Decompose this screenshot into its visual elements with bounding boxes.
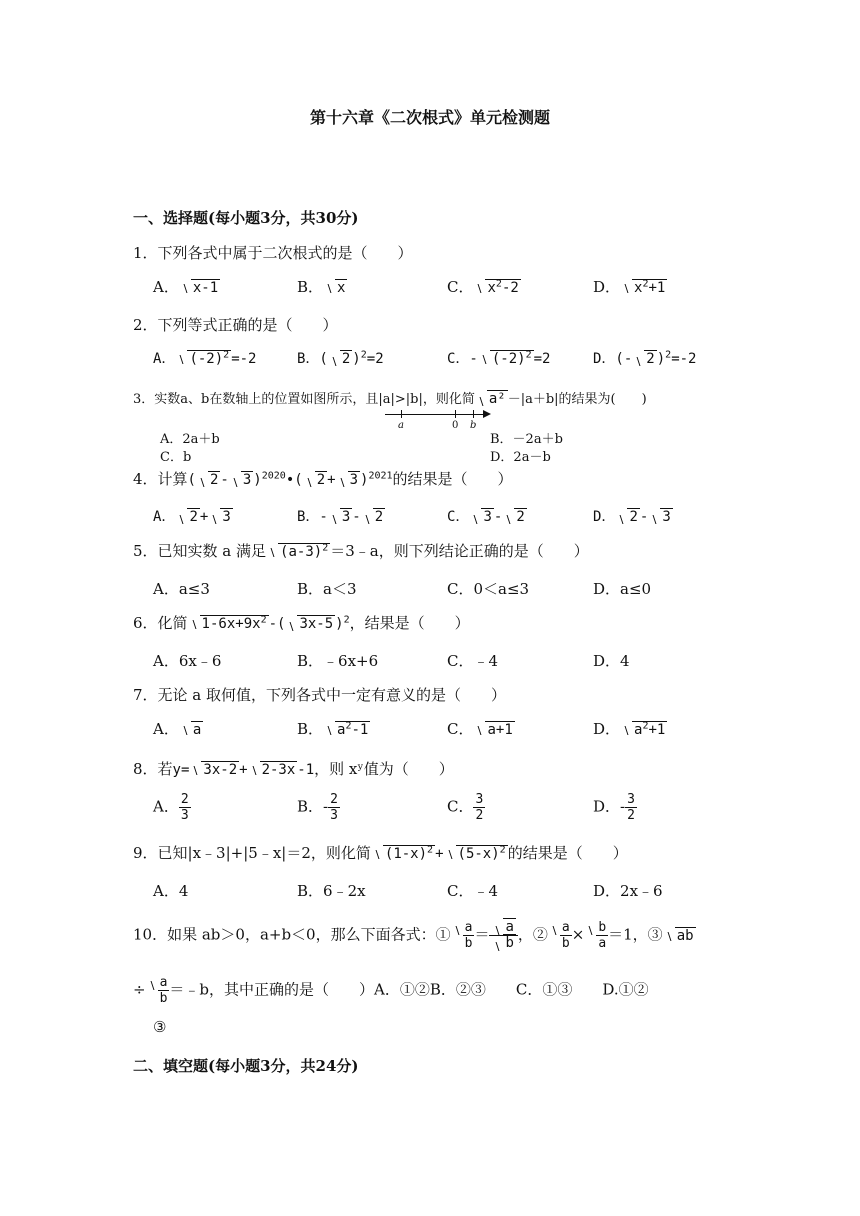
question-3-option-b: B．－2a＋b [490, 432, 563, 447]
question-1: 1．下列各式中属于二次根式的是（ ） [133, 244, 413, 262]
question-5-stem: 5．已知实数 a 满足 [133, 542, 267, 560]
question-1-options [153, 276, 713, 302]
option-c: C． 3 - 2 [447, 509, 525, 525]
question-6: 6．化简 $1-6x+9x^2$ -( 3x-5 )$^2$，结果是（ ） [133, 614, 470, 632]
option-b: B．( 2 )$^2$=2 [297, 349, 384, 367]
option-b: B．6﹣2x [297, 882, 366, 900]
question-10-line-2: ÷ $\frac{a}{b}$ ＝﹣b，其中正确的是（ ）A．①②B．②③ C．①③ D.①② [133, 975, 649, 1006]
tick-a [401, 410, 402, 418]
question-3-option-c: C．b [160, 450, 192, 465]
label-zero: 0 [452, 420, 459, 431]
question-5: 5．已知实数 a 满足 $(a-3)^2$ ＝3﹣a，则下列结论正确的是（ ） [133, 542, 589, 560]
question-8-tail: ，则 xʸ值为（ ） [314, 760, 454, 778]
option-d: D．- $\frac{3}{2}$ [593, 792, 635, 823]
option-c: C． $x^2-2$ [447, 278, 519, 296]
option-a: A． $\frac{2}{3}$ [153, 792, 189, 823]
question-3-option-d: D．2a－b [490, 450, 551, 465]
question-5-options [153, 578, 713, 604]
question-8: 8．若y= 3x-2 + 2-3x -1，则 xʸ值为（ ） [133, 760, 454, 778]
question-3-option-a: A．2a＋b [160, 432, 220, 447]
question-10-answer-choices: ＝﹣b，其中正确的是（ ）A．①②B．②③ C．①③ D.①② [169, 980, 649, 999]
question-9-stem: 9．已知|x﹣3|+|5﹣x|＝2，则化简 [133, 844, 371, 862]
question-2: 2．下列等式正确的是（ ） [133, 316, 338, 334]
option-c: C．- $(-2)^2 =2$ [447, 349, 551, 367]
option-b: B．- $\frac{2}{3}$ [297, 792, 338, 823]
option-c: C． a+1 [447, 720, 513, 738]
number-line-axis [385, 414, 485, 415]
question-6-stem: 6．化简 [133, 614, 188, 632]
exponent-2: 2021 [368, 470, 393, 482]
option-d: D．(- 2 )$^2$=-2 [593, 349, 697, 367]
option-b: B．a＜3 [297, 580, 357, 598]
tick-zero [455, 410, 456, 418]
question-10-line-3: ③ [153, 1018, 167, 1036]
option-c: C．0＜a≤3 [447, 580, 530, 598]
option-a: A．4 [153, 882, 189, 900]
tick-b [473, 410, 474, 418]
question-7-options [153, 718, 713, 744]
question-3-radicand: a² [488, 391, 506, 407]
label-b: b [470, 420, 477, 431]
option-b: B．- 3 - 2 [297, 509, 384, 525]
exponent-1: 2020 [261, 470, 286, 482]
question-10-stem: 10．如果 ab＞0，a+b＜0，那么下面各式：① [133, 925, 451, 944]
page-title: 第十六章《二次根式》单元检测题 [309, 108, 550, 127]
question-4: 4．计算( 2 - 3 )$^{2020}$•( 2 + 3 )$^{2021}$的结果是（ ） [133, 470, 513, 488]
option-c: C．﹣4 [447, 652, 499, 670]
label-a: a [398, 420, 404, 431]
option-b: B． $a^2-1$ [297, 720, 369, 738]
section-choice-heading: 一、选择题(每小题3分，共30分) [133, 209, 359, 227]
option-a: A． 2 + 3 [153, 509, 231, 525]
question-5-tail: ＝3﹣a，则下列结论正确的是（ ） [330, 542, 589, 560]
question-2-options [153, 348, 713, 374]
question-4-stem: 4．计算 [133, 470, 188, 488]
question-3-stem: 3．实数a、b在数轴上的位置如图所示，且|a|>|b|，则化简 [133, 392, 475, 407]
number-line-arrow [483, 410, 491, 418]
option-c: C． $\frac{3}{2}$ [447, 792, 484, 823]
option-b: B．﹣6x+6 [297, 652, 379, 670]
question-8-stem: 8．若 [133, 760, 173, 778]
number-line-figure [385, 409, 495, 433]
option-b: B． x [297, 278, 346, 296]
option-a: A．a≤3 [153, 580, 210, 598]
question-3 [133, 388, 647, 407]
question-3-mid: －|a＋b| [507, 392, 559, 407]
question-6-tail: ，结果是（ ） [349, 614, 470, 632]
option-d: D．a≤0 [593, 580, 652, 598]
section-fill-heading: 二、填空题(每小题3分，共24分) [133, 1057, 359, 1075]
option-d: D． 2 - 3 [593, 509, 671, 525]
question-3-tail: 的结果为( ) [558, 392, 647, 407]
option-d: D． $a^2+1$ [593, 720, 666, 738]
question-9: 9．已知|x﹣3|+|5﹣x|＝2，则化简 $(1-x)^2 + (5-x)^2$ 的结果是（ ） [133, 844, 628, 862]
question-9-options [153, 880, 713, 906]
option-d: D．2x﹣6 [593, 882, 663, 900]
option-d: D．4 [593, 652, 630, 670]
question-7: 7．无论 a 取何值，下列各式中一定有意义的是（ ） [133, 686, 507, 704]
question-8-options [153, 792, 713, 832]
option-a: A． x-1 [153, 278, 219, 296]
option-c: C．﹣4 [447, 882, 499, 900]
question-4-tail: 的结果是（ ） [392, 470, 513, 488]
question-6-options [153, 650, 713, 676]
option-a: A． a [153, 720, 202, 738]
question-9-tail: 的结果是（ ） [507, 844, 628, 862]
question-10: 10．如果 ab＞0，a+b＜0，那么下面各式：① $\frac{a}{b}$ ＝ $\frac{a}{b}$ ，② $\frac{a}{b}$ × $\frac{b}{a}$ ＝1，③ ab [133, 919, 694, 951]
option-d: D． $x^2+1$ [593, 278, 666, 296]
option-a: A．6x﹣6 [153, 652, 222, 670]
option-a: A． $(-2)^2 =-2$ [153, 349, 257, 367]
question-4-options [153, 506, 713, 532]
